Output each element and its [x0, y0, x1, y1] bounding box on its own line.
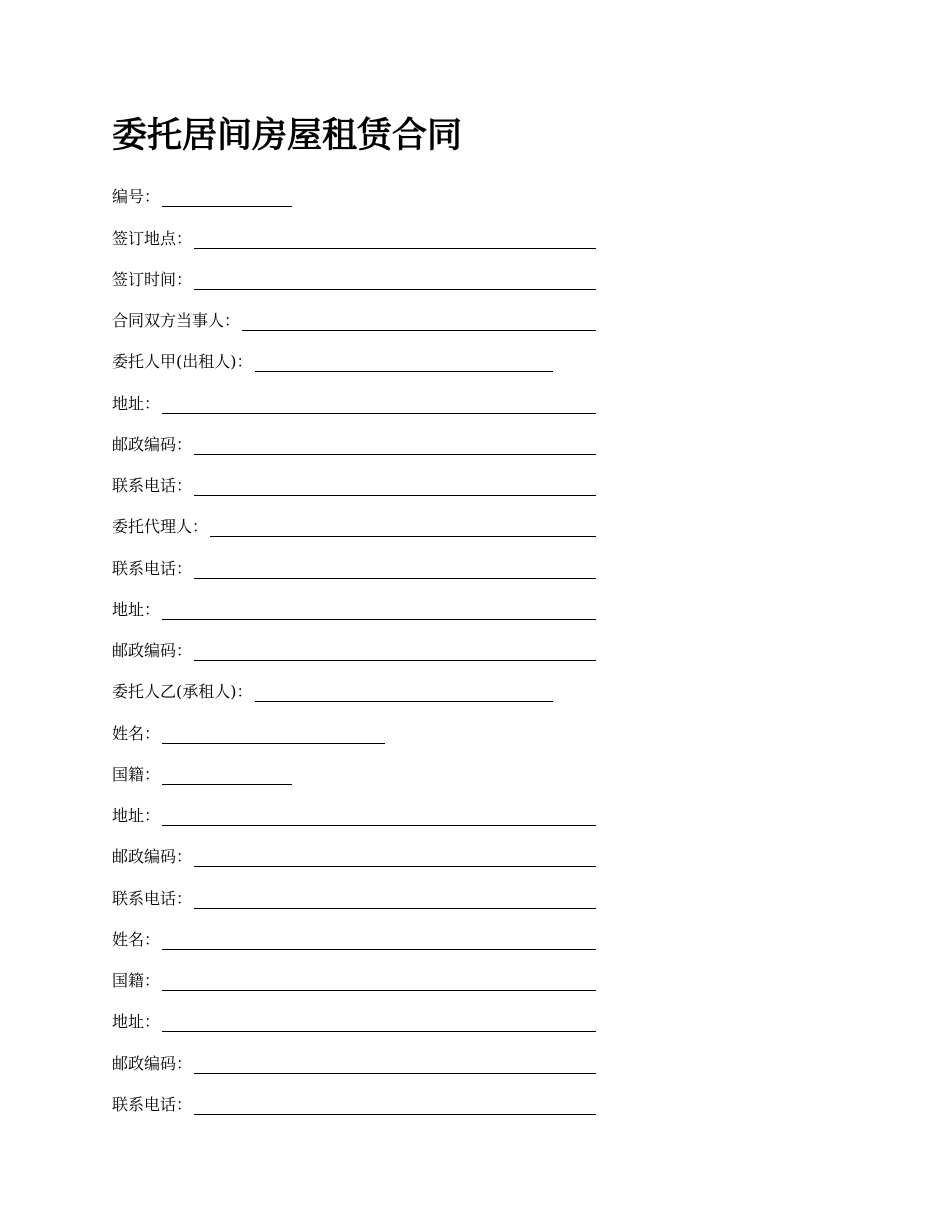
blank-line[interactable]	[162, 1031, 596, 1032]
blank-line[interactable]	[162, 825, 596, 826]
field-label: 联系电话：	[112, 1094, 193, 1114]
blank-line[interactable]	[210, 536, 596, 537]
field-label: 邮政编码：	[112, 1053, 193, 1073]
field-label: 地址：	[112, 1012, 161, 1032]
blank-line[interactable]	[162, 949, 596, 950]
contract-fields	[112, 175, 612, 1124]
blank-line[interactable]	[194, 578, 596, 579]
field-b2-name	[112, 918, 612, 959]
field-sign-place	[112, 216, 612, 257]
field-label: 国籍：	[112, 971, 161, 990]
field-label: 姓名：	[112, 929, 161, 949]
field-a-phone	[112, 464, 612, 505]
blank-line[interactable]	[194, 908, 596, 909]
field-label: 地址：	[112, 806, 161, 825]
field-label: 联系电话：	[112, 558, 193, 578]
field-agent	[112, 505, 612, 546]
field-label: 联系电话：	[112, 888, 193, 908]
blank-line[interactable]	[162, 990, 596, 991]
blank-line[interactable]	[194, 1073, 596, 1074]
blank-line[interactable]	[194, 289, 596, 290]
field-label: 邮政编码：	[112, 434, 193, 454]
blank-line[interactable]	[162, 413, 596, 414]
blank-line[interactable]	[194, 866, 596, 867]
field-number	[112, 175, 612, 216]
blank-line[interactable]	[194, 495, 596, 496]
field-b2-address	[112, 1000, 612, 1041]
field-b-postcode	[112, 835, 612, 876]
blank-line[interactable]	[255, 701, 553, 702]
document-title: 委托居间房屋租赁合同	[112, 115, 463, 156]
field-agent-postcode	[112, 629, 612, 670]
field-b-phone	[112, 876, 612, 917]
field-label: 编号：	[112, 187, 161, 207]
blank-line[interactable]	[194, 248, 596, 249]
field-label: 委托代理人：	[112, 517, 209, 537]
field-b2-postcode	[112, 1041, 612, 1082]
field-label: 联系电话：	[112, 476, 193, 495]
field-label: 地址：	[112, 599, 161, 619]
field-label: 签订时间：	[112, 269, 193, 289]
field-a-postcode	[112, 423, 612, 464]
blank-line[interactable]	[162, 206, 292, 207]
field-label: 合同双方当事人：	[112, 311, 241, 330]
field-parties	[112, 299, 612, 340]
blank-line[interactable]	[162, 619, 596, 620]
blank-line[interactable]	[242, 330, 596, 331]
field-label: 委托人乙(承租人)：	[112, 682, 253, 702]
field-label: 委托人甲(出租人)：	[112, 352, 253, 372]
field-b2-phone	[112, 1083, 612, 1124]
blank-line[interactable]	[194, 1114, 596, 1115]
field-label: 姓名：	[112, 723, 161, 743]
field-sign-time	[112, 258, 612, 299]
field-party-b	[112, 670, 612, 711]
field-label: 邮政编码：	[112, 847, 193, 867]
blank-line[interactable]	[255, 371, 553, 372]
field-label: 邮政编码：	[112, 641, 193, 660]
field-label: 地址：	[112, 393, 161, 413]
field-a-address	[112, 381, 612, 422]
field-b-name	[112, 711, 612, 752]
field-b2-nationality	[112, 959, 612, 1000]
blank-line[interactable]	[194, 454, 596, 455]
field-b-address	[112, 794, 612, 835]
field-agent-phone	[112, 546, 612, 587]
field-party-a	[112, 340, 612, 381]
field-label: 签订地点：	[112, 228, 193, 248]
field-label: 国籍：	[112, 764, 161, 784]
blank-line[interactable]	[162, 743, 385, 744]
blank-line[interactable]	[162, 784, 292, 785]
field-b-nationality	[112, 753, 612, 794]
field-agent-address	[112, 588, 612, 629]
blank-line[interactable]	[194, 660, 596, 661]
